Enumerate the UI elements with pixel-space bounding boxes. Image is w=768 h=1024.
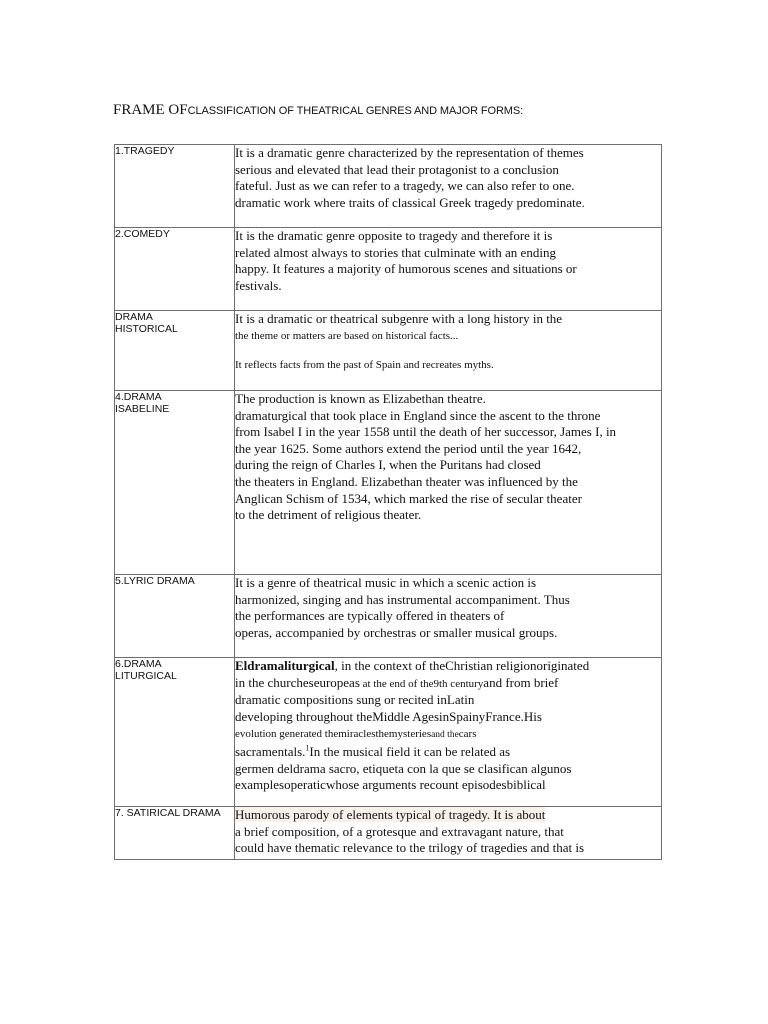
desc-line: harmonized, singing and has instrumental accompaniment. Thus bbox=[235, 591, 570, 607]
desc-line: operas, accompanied by orchestras or smaller musical groups. bbox=[235, 624, 558, 640]
desc-line: developing throughout theMiddle AgesinSpainyFrance.His bbox=[235, 708, 542, 724]
desc-line: serious and elevated that lead their protagonist to a conclusion bbox=[235, 161, 559, 177]
desc-line: Anglican Schism of 1534, which marked the rise of secular theater bbox=[235, 490, 582, 506]
desc-line: to the detriment of religious theater. bbox=[235, 507, 422, 523]
desc-line: It reflects facts from the past of Spain and recreates myths. bbox=[235, 359, 494, 372]
desc-line: sacramentals.$^1$In the musical field it can be related as bbox=[235, 743, 511, 759]
desc-line: It is the dramatic genre opposite to tragedy and therefore it is bbox=[235, 228, 553, 243]
desc-line: festivals. bbox=[235, 277, 282, 293]
genre-name-historical bbox=[115, 311, 235, 391]
desc-line: examplesoperaticwhose arguments recount episodesbiblical bbox=[235, 777, 546, 793]
genre-name-comedy: 2.COMEDY bbox=[115, 228, 235, 311]
desc-line: It is a genre of theatrical music in which a scenic action is bbox=[235, 575, 537, 590]
row-liturgical bbox=[115, 658, 662, 807]
desc-line: dramatic compositions sung or recited inLatin bbox=[235, 692, 475, 708]
row-tragedy bbox=[115, 145, 662, 228]
desc-line: dramatic work where traits of classical Greek tragedy predominate. bbox=[235, 194, 585, 210]
page-title bbox=[113, 93, 523, 121]
term-bold: Eldramaliturgical bbox=[235, 658, 335, 673]
desc-line: the theaters in England. Elizabethan theater was influenced by the bbox=[235, 473, 578, 489]
genre-desc-historical bbox=[235, 311, 662, 391]
genre-name-lyric: 5.LYRIC DRAMA bbox=[115, 575, 235, 658]
desc-line: It is a dramatic genre characterized by the representation of themes bbox=[235, 145, 584, 160]
desc-line: during the reign of Charles I, when the Puritans had closed bbox=[235, 457, 541, 473]
name-line: ISABELINE bbox=[115, 403, 170, 415]
row-historical bbox=[115, 311, 662, 391]
name-line: 6.DRAMA bbox=[115, 658, 162, 670]
row-isabeline bbox=[115, 391, 662, 575]
desc-line: a brief composition, of a grotesque and extravagant nature, that bbox=[235, 823, 564, 839]
desc-line: happy. It features a majority of humorous scenes and situations or bbox=[235, 261, 577, 277]
desc-line: in the churcheseuropeas at the end of the9th centuryand from brief bbox=[235, 674, 559, 690]
genre-desc-liturgical bbox=[235, 658, 662, 807]
desc-line: could have thematic relevance to the trilogy of tragedies and that is bbox=[235, 840, 585, 856]
genre-desc-lyric bbox=[235, 575, 662, 658]
genre-name-isabeline bbox=[115, 391, 235, 575]
title-prefix: FRAME OF bbox=[113, 102, 188, 118]
desc-line: It is a dramatic or theatrical subgenre with a long history in the bbox=[235, 311, 563, 326]
desc-line: the theme or matters are based on historical facts... bbox=[235, 329, 459, 342]
genre-name-tragedy: 1.TRAGEDY bbox=[115, 145, 235, 228]
genre-desc-satirical bbox=[235, 807, 662, 860]
genre-name-liturgical bbox=[115, 658, 235, 807]
desc-line: The production is known as Elizabethan theatre. bbox=[235, 391, 486, 406]
row-comedy bbox=[115, 228, 662, 311]
desc-line: related almost always to stories that culminate with an ending bbox=[235, 244, 556, 260]
row-lyric bbox=[115, 575, 662, 658]
desc-line: fateful. Just as we can refer to a tragedy, we can also refer to one. bbox=[235, 178, 575, 194]
desc-line: the year 1625. Some authors extend the period until the year 1642, bbox=[235, 440, 582, 456]
desc-line: evolution generated themiraclesthemysteriesand thecars bbox=[235, 728, 477, 741]
genre-desc-isabeline bbox=[235, 391, 662, 575]
name-line: LITURGICAL bbox=[115, 670, 177, 682]
footnote-ref: 1 bbox=[305, 743, 310, 753]
name-line: 4.DRAMA bbox=[115, 391, 162, 403]
genre-name-satirical: 7. SATIRICAL DRAMA bbox=[115, 807, 235, 860]
title-rest: CLASSIFICATION OF THEATRICAL GENRES AND MAJOR FORMS: bbox=[187, 105, 524, 117]
genre-desc-comedy bbox=[235, 228, 662, 311]
desc-line: Humorous parody of elements typical of tragedy. It is about bbox=[235, 807, 546, 822]
desc-line: the performances are typically offered in theaters of bbox=[235, 608, 505, 624]
desc-line: Eldramaliturgical, in the context of theChristian religionoriginated bbox=[235, 658, 590, 673]
row-satirical bbox=[115, 807, 662, 860]
name-line: DRAMA bbox=[115, 311, 153, 323]
genres-table bbox=[114, 144, 662, 860]
desc-line: germen deldrama sacro, etiqueta con la que se clasifican algunos bbox=[235, 760, 572, 776]
name-line: HISTORICAL bbox=[115, 323, 178, 335]
desc-line: from Isabel I in the year 1558 until the death of her successor, James I, in bbox=[235, 424, 617, 440]
genre-desc-tragedy bbox=[235, 145, 662, 228]
desc-line: dramaturgical that took place in England since the ascent to the throne bbox=[235, 407, 601, 423]
